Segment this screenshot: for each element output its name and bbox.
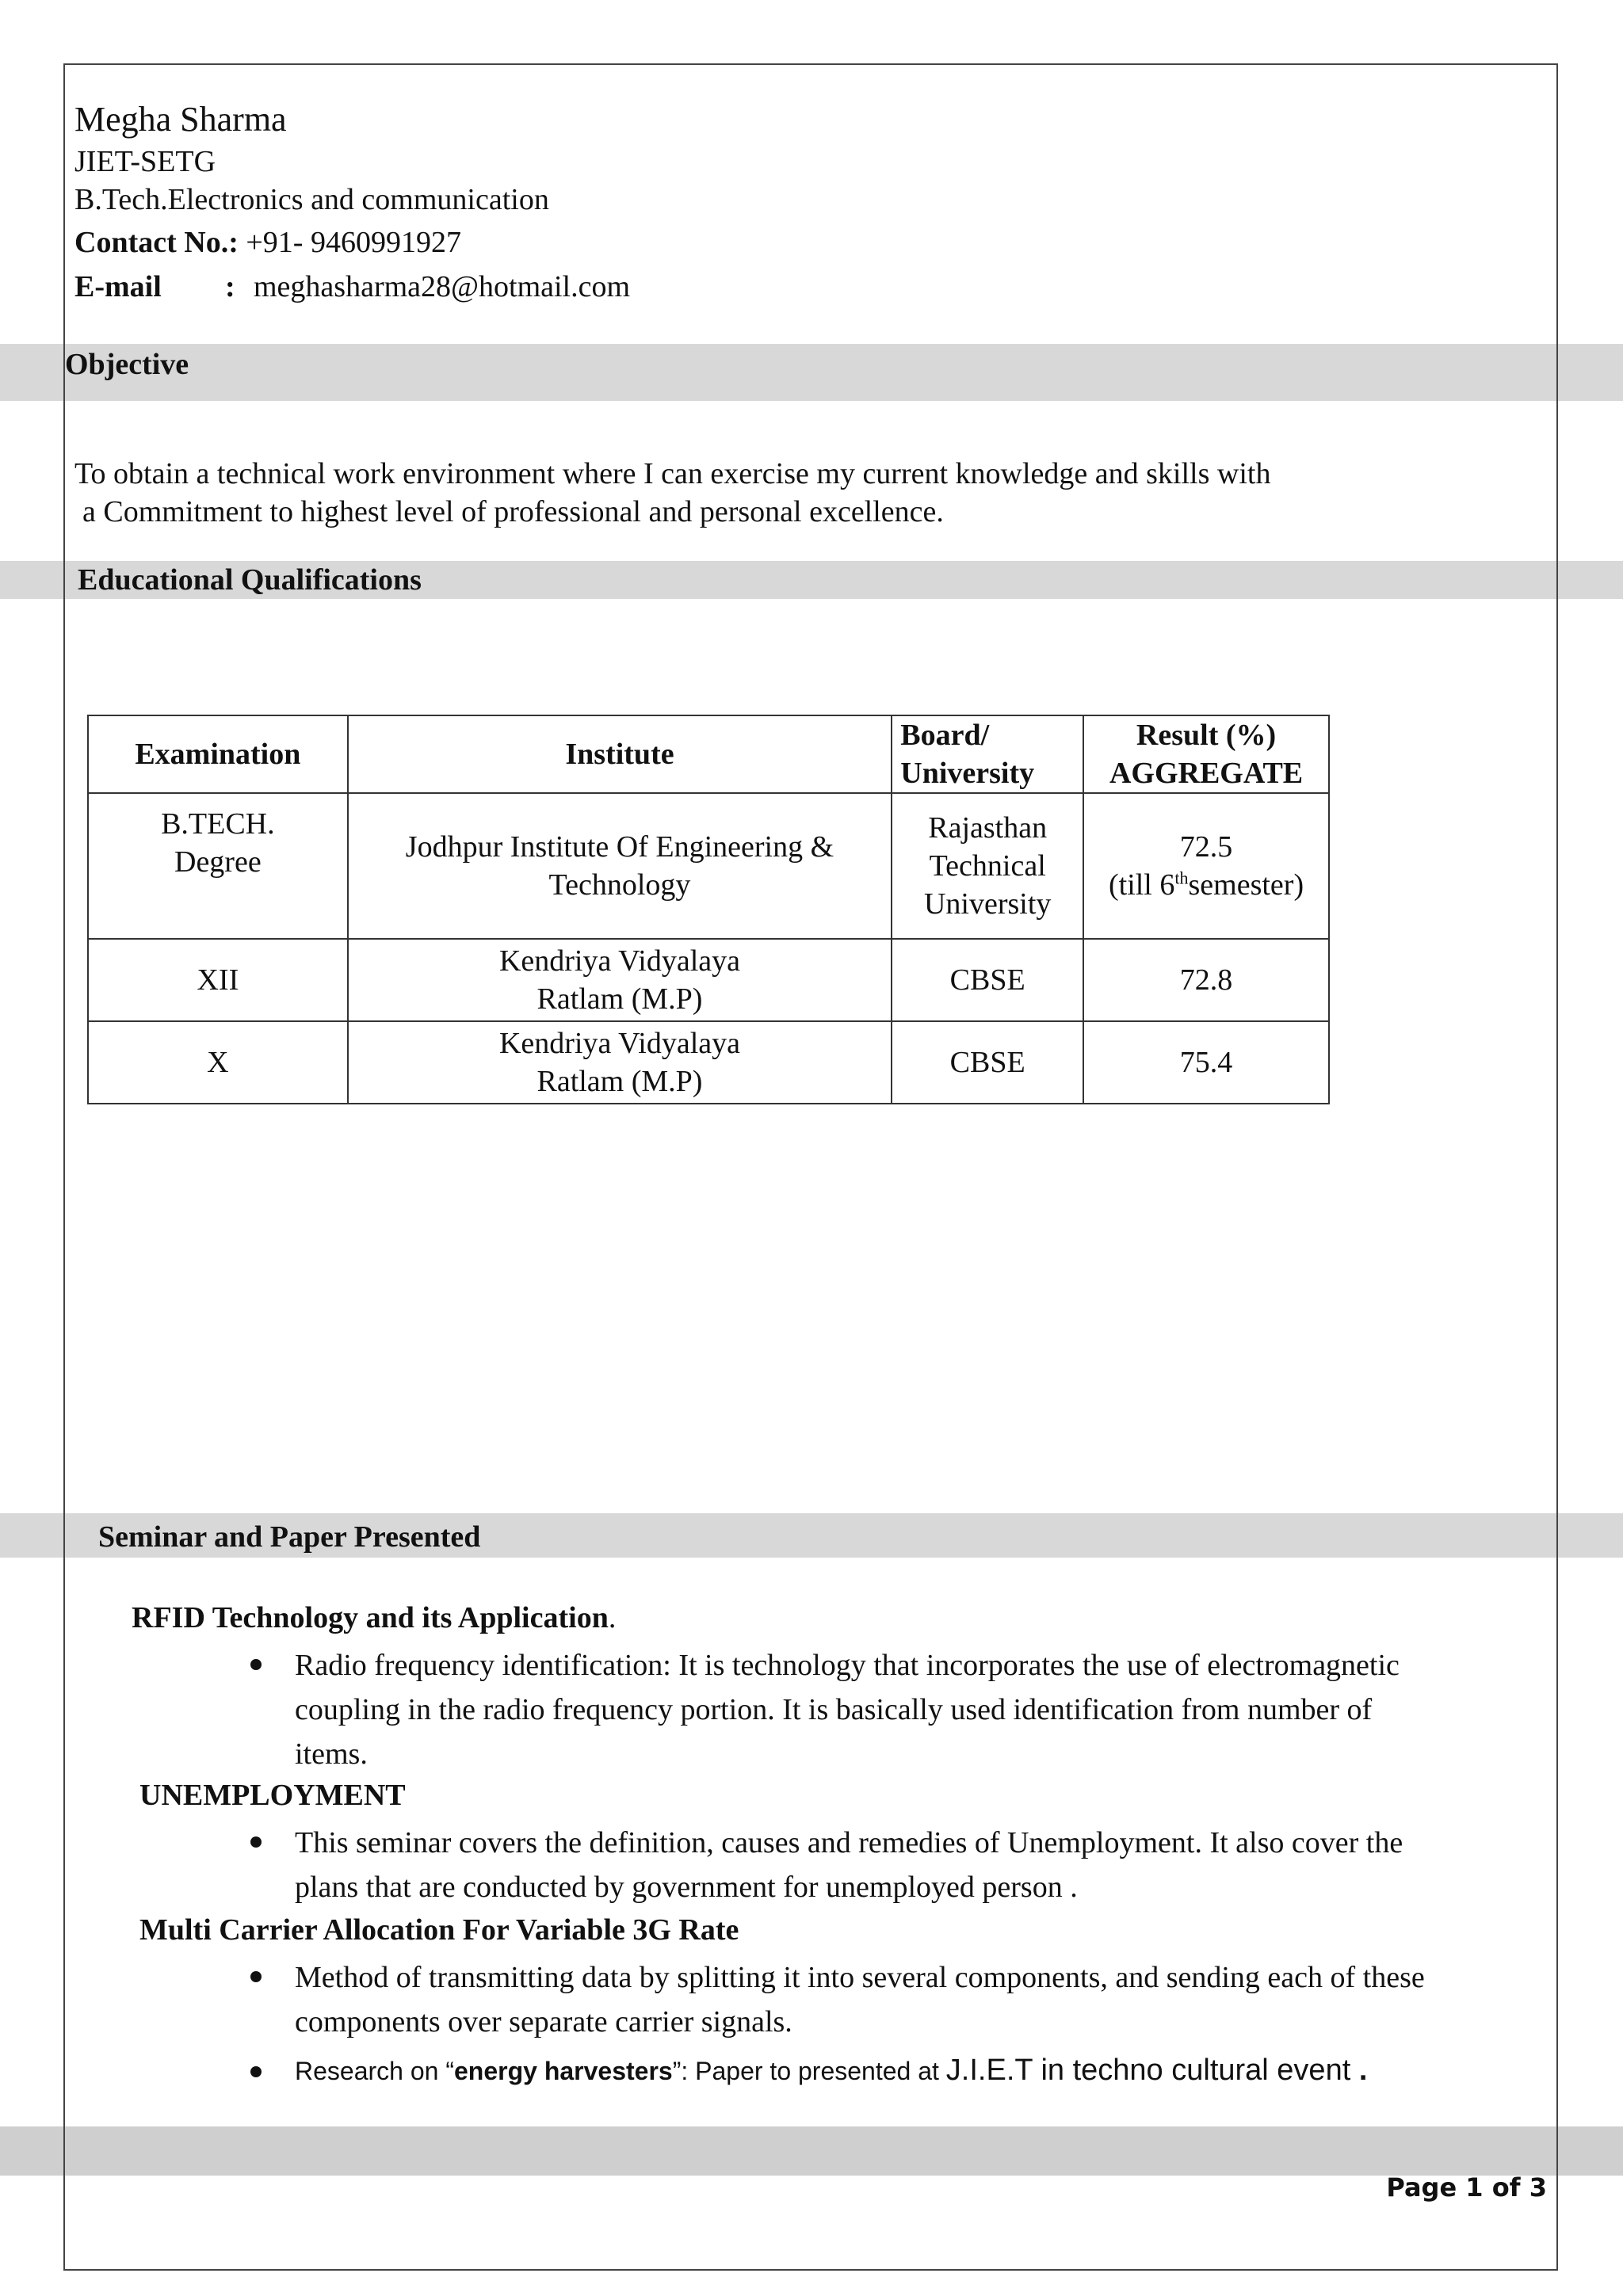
table-header-row	[88, 715, 1329, 793]
exam-line-2: Degree	[174, 845, 262, 879]
seminar-item-2-title: UNEMPLOYMENT	[139, 1779, 406, 1812]
candidate-name: Megha Sharma	[74, 100, 287, 139]
result-cell: 75.4	[1083, 1021, 1329, 1104]
institute-line-2: Technology	[548, 868, 691, 902]
seminar-item-3-title: Multi Carrier Allocation For Variable 3G Rate	[139, 1913, 739, 1947]
bullet-line-1: Method of transmitting data by splitting it into several components, and sending each of these	[295, 1961, 1425, 1994]
column-header-examination: Examination	[88, 715, 348, 793]
bullet-line-3: items.	[295, 1737, 368, 1771]
exam-line-1: B.TECH.	[161, 807, 275, 841]
result-suffix: semester)	[1188, 868, 1304, 902]
email-label: E-mail	[74, 270, 162, 303]
institute-line-2: Ratlam (M.P)	[537, 1065, 703, 1098]
board-cell: CBSE	[892, 939, 1083, 1021]
email-separator: :	[225, 270, 235, 303]
exam-cell: X	[88, 1021, 348, 1104]
research-event: J.I.E.T in techno cultural event	[945, 2054, 1351, 2087]
objective-heading: Objective	[65, 348, 189, 381]
research-end: .	[1350, 2054, 1368, 2087]
education-table	[87, 715, 1330, 1104]
institute-line-2: Ratlam (M.P)	[537, 982, 703, 1016]
result-prefix: (till 6	[1108, 868, 1175, 902]
institute-cell	[348, 793, 892, 939]
board-line-2: Technical	[929, 849, 1046, 883]
board-line-3: University	[923, 887, 1052, 921]
research-topic: energy harvesters	[453, 2057, 673, 2085]
bullet-icon	[250, 2066, 262, 2077]
seminar-item-1-title-period: .	[608, 1601, 617, 1634]
bullet-line-2: components over separate carrier signals.	[295, 2005, 792, 2039]
board-cell	[892, 793, 1083, 939]
exam-cell: XII	[88, 939, 348, 1021]
board-line-1: Rajasthan	[928, 811, 1048, 845]
result-cell: 72.8	[1083, 939, 1329, 1021]
contact-label: Contact No.:	[74, 226, 239, 259]
result-superscript: th	[1174, 868, 1189, 888]
exam-cell	[88, 793, 348, 939]
column-header-result	[1083, 715, 1329, 793]
column-header-institute: Institute	[348, 715, 892, 793]
objective-line-1: To obtain a technical work environment where I can exercise my current knowledge and skills with	[74, 457, 1271, 490]
contact-value: +91- 9460991927	[238, 226, 461, 259]
result-header-line-1: Result (%)	[1136, 719, 1277, 752]
result-line-1: 72.5	[1179, 830, 1233, 864]
institute-line-1: Kendriya Vidyalaya	[498, 1027, 741, 1060]
institute-cell	[348, 939, 892, 1021]
seminar-item-2-bullet	[247, 1821, 1547, 1909]
degree: B.Tech.Electronics and communication	[74, 183, 549, 216]
college-name: JIET-SETG	[74, 145, 216, 178]
objective-line-2: a Commitment to highest level of professional and personal excellence.	[82, 495, 944, 528]
page-number: Page 1 of 3	[1386, 2172, 1547, 2203]
result-header-line-2: AGGREGATE	[1109, 757, 1304, 790]
board-header-line-2: University	[900, 757, 1035, 790]
column-header-board	[892, 715, 1083, 793]
institute-line-1: Jodhpur Institute Of Engineering &	[405, 830, 834, 864]
seminar-heading: Seminar and Paper Presented	[98, 1520, 481, 1554]
research-prefix: Research on “	[295, 2057, 454, 2085]
table-row	[88, 793, 1329, 939]
table-row	[88, 939, 1329, 1021]
bullet-line-2: coupling in the radio frequency portion. It is basically used identification from number of	[295, 1693, 1373, 1726]
board-header-line-1: Board/	[900, 719, 990, 752]
institute-line-1: Kendriya Vidyalaya	[498, 944, 741, 978]
seminar-item-1-bullet	[247, 1643, 1547, 1776]
seminar-item-1-title-text: RFID Technology and its Application	[132, 1601, 609, 1634]
seminar-item-3-bullet-1	[247, 1955, 1547, 2044]
table-row	[88, 1021, 1329, 1104]
institute-cell	[348, 1021, 892, 1104]
bullet-line-1: This seminar covers the definition, causes and remedies of Unemployment. It also cover the	[295, 1826, 1403, 1859]
contact-line	[74, 225, 461, 260]
result-cell	[1083, 793, 1329, 939]
education-heading: Educational Qualifications	[78, 563, 422, 597]
research-middle: ”: Paper to presented at	[672, 2057, 946, 2085]
bullet-line-2: plans that are conducted by government for unemployed person .	[295, 1871, 1078, 1904]
seminar-item-3-bullet-2	[295, 2054, 1367, 2088]
seminar-item-1-title	[132, 1600, 616, 1635]
board-cell: CBSE	[892, 1021, 1083, 1104]
result-line-2	[1092, 866, 1320, 904]
bullet-line-1: Radio frequency identification: It is technology that incorporates the use of electromagnetic	[295, 1649, 1400, 1682]
email-value: meghasharma28@hotmail.com	[254, 270, 631, 303]
